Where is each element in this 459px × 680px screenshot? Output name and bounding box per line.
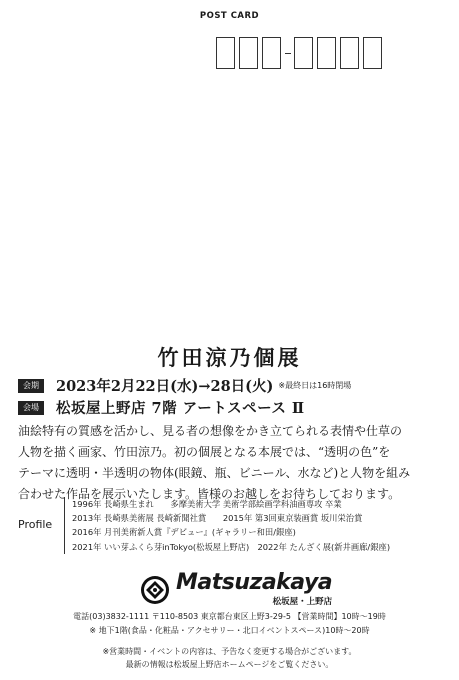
date-note: ※最終日は16時閉場 xyxy=(278,381,352,390)
basement-hours: ※ 地下1階(食品・化粧品・アクセサリー・北口イベントスペース)10時～20時 xyxy=(89,626,370,635)
profile-item: 2013年 長崎県美術展 長崎新聞社賞 2015年 第3回東京装画賞 坂川栄治賞 xyxy=(72,513,363,524)
venue-tag: 会場 xyxy=(18,401,44,415)
zip-box xyxy=(239,37,258,69)
store-logo xyxy=(140,572,332,607)
exhibition-title: 竹田涼乃個展 xyxy=(157,345,302,370)
zip-box xyxy=(340,37,359,69)
venue-row xyxy=(18,397,305,418)
store-address: 電話(03)3832-1111 〒110-8503 東京都台東区上野3-29-5 【営業時間】10時～19時 xyxy=(73,612,386,621)
date-row xyxy=(18,375,351,396)
description-line: 油絵特有の質感を活かし、見る者の想像をかき立てられる表情や仕草の xyxy=(18,424,403,438)
profile-label: Profile xyxy=(18,518,53,531)
description-line: テーマに透明・半透明の物体(眼鏡、瓶、ビニール、水など)と人物を組み xyxy=(18,466,411,480)
description xyxy=(18,421,443,505)
notice-line: 最新の情報は松坂屋上野店ホームページをご覧ください。 xyxy=(125,660,334,669)
notice-line: ※営業時間・イベントの内容は、予告なく変更する場合がございます。 xyxy=(102,647,357,656)
description-line: 合わせた作品を展示いたします。皆様のお越しをお待ちしております。 xyxy=(18,487,401,501)
zip-box xyxy=(216,37,235,69)
logo-store-name: 松坂屋・上野店 xyxy=(272,597,333,607)
postcard-label: POST CARD xyxy=(199,11,260,21)
exhibition-venue: 松坂屋上野店 7階 アートスペース Ⅱ xyxy=(56,400,305,417)
profile-item: 1996年 長崎県生まれ 多摩美術大学 美術学部絵画学科油画専攻 卒業 xyxy=(72,499,342,509)
zip-box xyxy=(363,37,382,69)
zip-separator xyxy=(285,53,291,54)
description-line: 人物を描く画家、竹田涼乃。初の個展となる本展では、“透明の色”を xyxy=(18,445,391,459)
zip-box xyxy=(294,37,313,69)
date-tag: 会期 xyxy=(18,379,44,393)
profile-list xyxy=(64,497,390,554)
profile-item: 2021年 いい芽ふくら芽inTokyo(松坂屋上野店) 2022年 たんざく展(新井画廊/銀座) xyxy=(72,541,391,552)
exhibition-date: 2023年2月22日(水)→28日(火) xyxy=(56,378,274,395)
profile-item: 2016年 月刊美術新人賞『デビュー』(ギャラリー和田/銀座) xyxy=(72,527,296,538)
zip-box xyxy=(262,37,281,69)
logo-wordmark: Matsuzakaya xyxy=(176,570,333,595)
zip-box xyxy=(317,37,336,69)
matsuzakaya-crest-icon xyxy=(140,575,170,605)
postal-code-boxes xyxy=(216,37,386,69)
